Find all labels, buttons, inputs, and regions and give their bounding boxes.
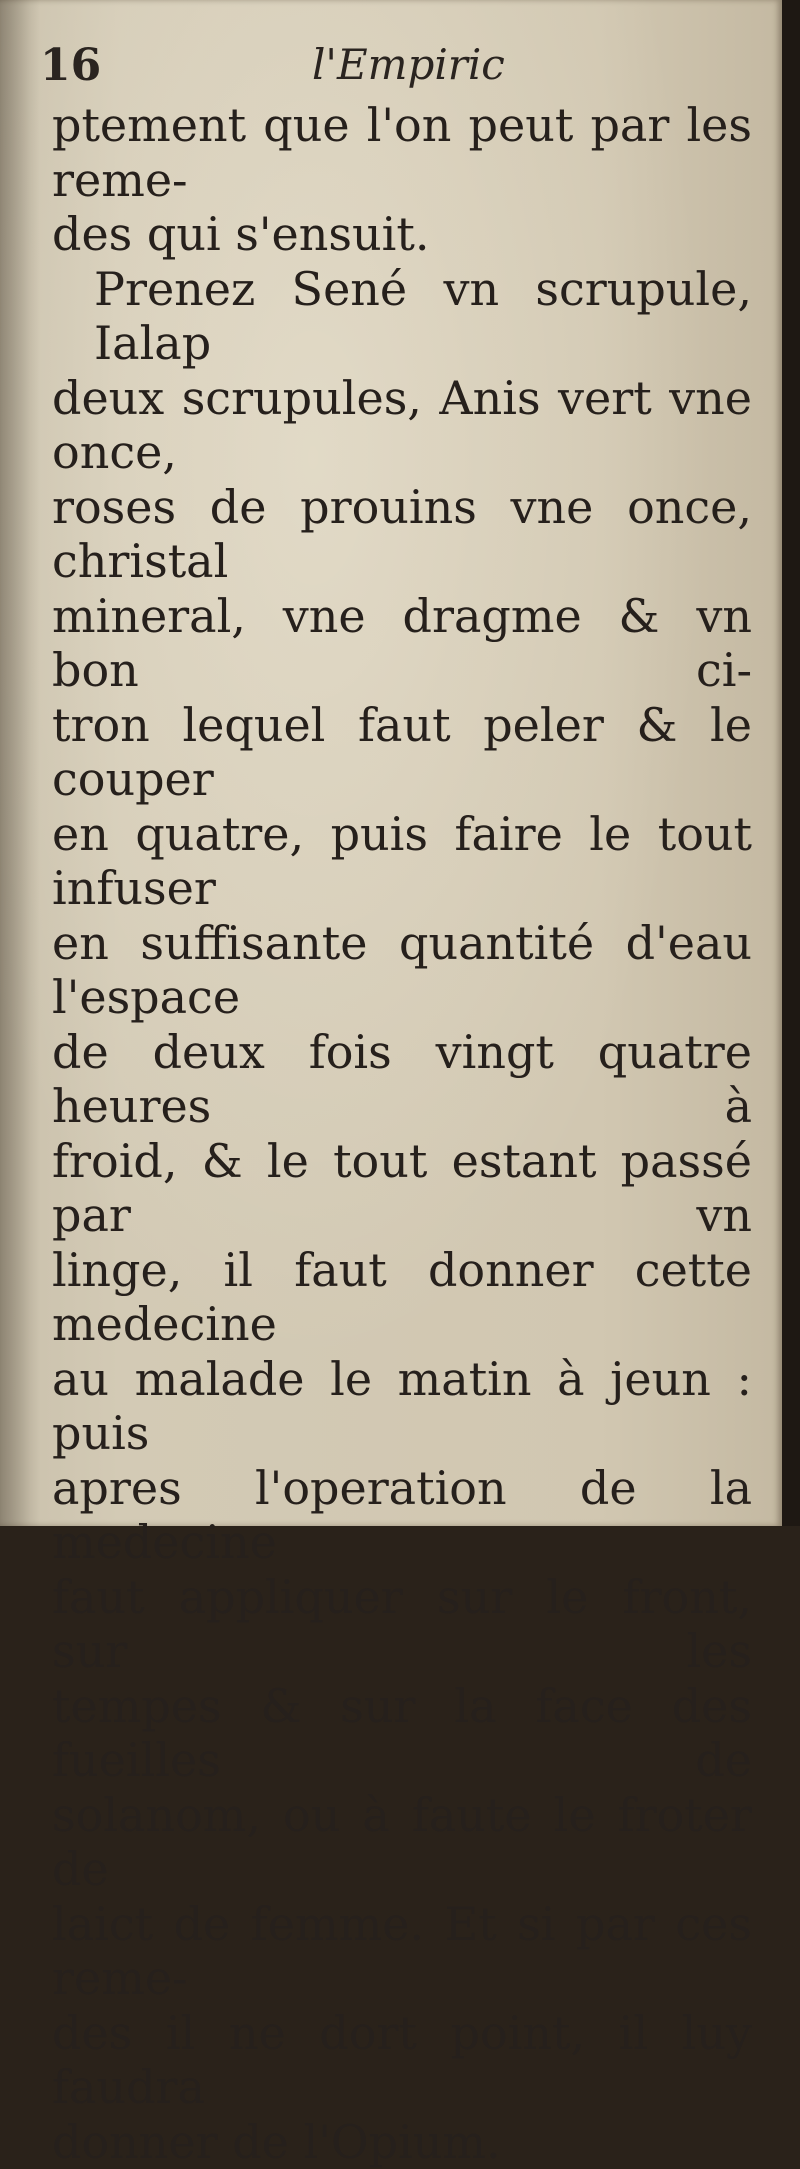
body-text xyxy=(52,98,752,2169)
text-line: tempes & sur la face des fueilles de xyxy=(52,1679,752,1788)
text-line: de deux fois vingt quatre heures à xyxy=(52,1025,752,1134)
text-line: apres l'operation de la medecine xyxy=(52,1461,752,1570)
page-header xyxy=(40,40,760,100)
text-line: mineral, vne dragme & vn bon ci- xyxy=(52,589,752,698)
text-line: roses de prouins vne once, christal xyxy=(52,480,752,589)
text-line: des il ne dort point, il luy faudra xyxy=(52,2006,752,2115)
background-edge xyxy=(782,0,800,1526)
text-line: Prenez Sené vn scrupule, Ialap xyxy=(52,262,752,371)
text-line: laict de femme. Et si par ces reme- xyxy=(52,1897,752,2006)
text-line: solanom, ou à faute le froter de xyxy=(52,1788,752,1897)
running-title: l'Empiric xyxy=(312,40,505,89)
page-number: 16 xyxy=(40,40,101,91)
text-line: des qui s'ensuit. xyxy=(52,207,752,262)
text-line: tron lequel faut peler & le couper xyxy=(52,698,752,807)
text-line: deux scrupules, Anis vert vne once, xyxy=(52,371,752,480)
text-line: ptement que l'on peut par les reme- xyxy=(52,98,752,207)
text-line: au malade le matin à jeun : puis xyxy=(52,1352,752,1461)
text-line: donner de l'Opium. xyxy=(52,2115,752,2169)
text-line: froid, & le tout estant passé par vn xyxy=(52,1134,752,1243)
gutter-shadow xyxy=(0,0,40,1526)
text-line: linge, il faut donner cette medecine xyxy=(52,1243,752,1352)
text-line: en quatre, puis faire le tout infuser xyxy=(52,807,752,916)
text-line: faut appliquer sur le front, sur les xyxy=(52,1570,752,1679)
text-line: en suffisante quantité d'eau l'espace xyxy=(52,916,752,1025)
